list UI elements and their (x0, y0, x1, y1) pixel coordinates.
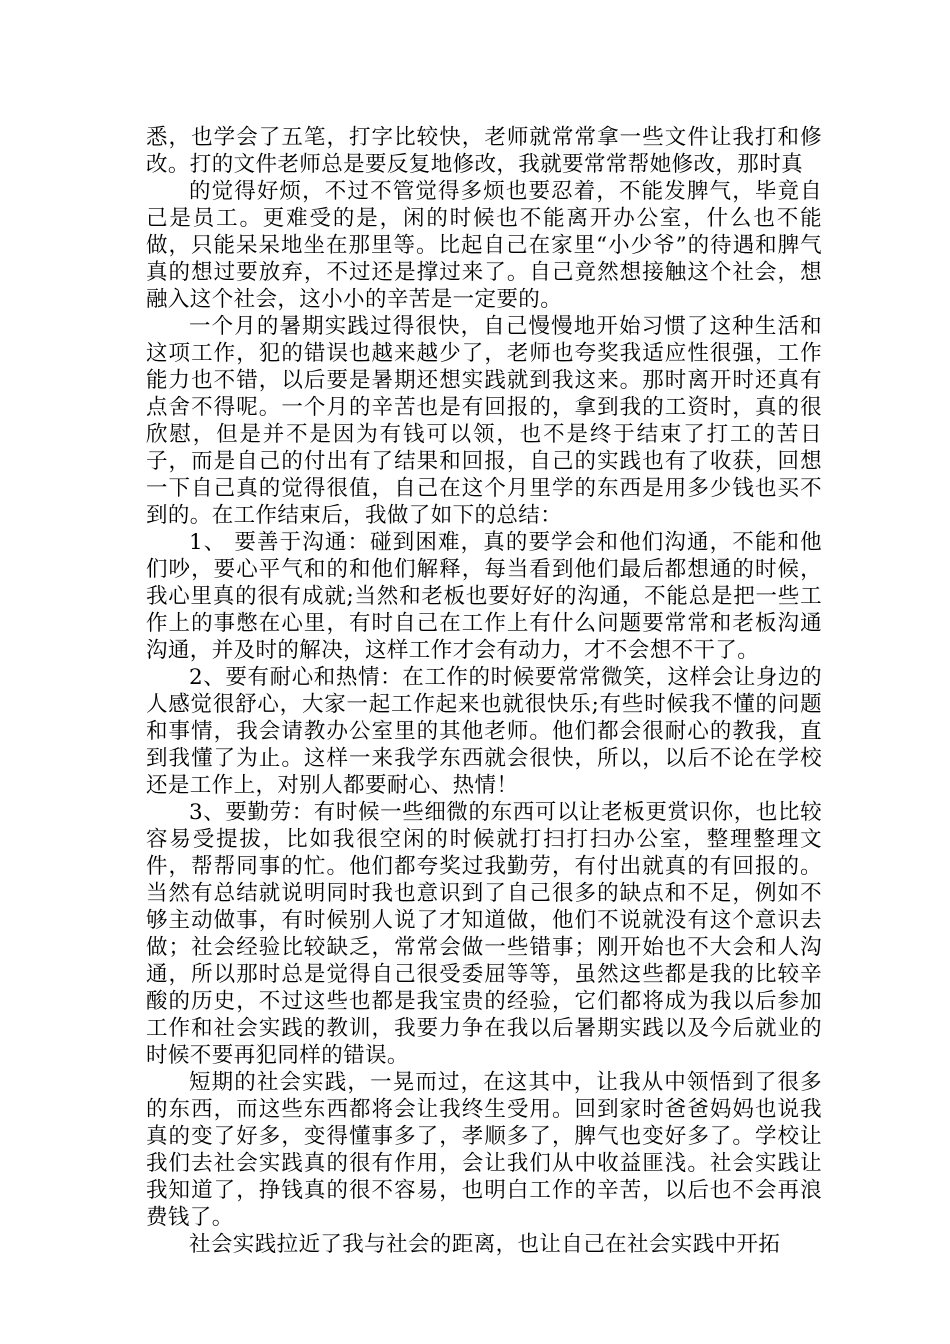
paragraph-summary-1: 1、 要善于沟通：碰到困难，真的要学会和他们沟通，不能和他们吵，要心平气和的和他们解释，每当看到他们最后都想通的时候，我心里真的很有成就;当然和老板也要好好的沟通，不能总是把一些工作上的事憋在心里，有时自己在工作上有什么问题要常常和老板沟通沟通，并及时的解决，这样工作才会有动力，才不会想不干了。 (146, 530, 822, 663)
paragraph-7: 短期的社会实践，一晃而过，在这其中，让我从中领悟到了很多的东西，而这些东西都将会让我终生受用。回到家时爸爸妈妈也说我真的变了好多，变得懂事多了，孝顺多了，脾气也变好多了。学校让我们去社会实践真的很有作用，会让我们从中收益匪浅。社会实践让我知道了，挣钱真的很不容易，也明白工作的辛苦，以后也不会再浪费钱了。 (146, 1070, 822, 1230)
document-page (146, 124, 822, 1258)
paragraph-8: 社会实践拉近了我与社会的距离，也让自己在社会实践中开拓 (189, 1232, 781, 1257)
paragraph-2: 的觉得好烦，不过不管觉得多烦也要忍着，不能发脾气，毕竟自己是员工。更难受的是，闲的时候也不能离开办公室，什么也不能做，只能呆呆地坐在那里等。比起自己在家里“小少爷”的待遇和脾气真的想过要放弃，不过还是撑过来了。自己竟然想接触这个社会，想融入这个社会，这小小的辛苦是一定要的。 (146, 179, 822, 312)
paragraph-summary-3: 3、要勤劳：有时候一些细微的东西可以让老板更赏识你，也比较容易受提拔，比如我很空闲的时候就打扫打扫办公室，整理整理文件，帮帮同事的忙。他们都夸奖过我勤劳，有付出就真的有回报的。 当然有总结就说明同时我也意识到了自己很多的缺点和不足，例如不够主动做事，有时候别人说了才知道做，他们不说就没有这个意识去做；社会经验比较缺乏，常常会做一些错事；刚开始也不大会和人沟通，所以那时总是觉得自己很受委屈等等，虽然这些都是我的比较辛酸的历史，不过这些也都是我宝贵的经验，它们都将成为我以后参加工作和社会实践的教训，我要力争在我以后暑期实践以及今后就业的时候不要再犯同样的错误。 (146, 800, 822, 1068)
paragraph-1: 悉，也学会了五笔，打字比较快，老师就常常拿一些文件让我打和修改。打的文件老师总是要反复地修改，我就要常常帮她修改，那时真 (146, 125, 822, 177)
paragraph-3: 一个月的暑期实践过得很快，自己慢慢地开始习惯了这种生活和这项工作，犯的错误也越来越少了，老师也夸奖我适应性很强，工作能力也不错，以后要是暑期还想实践就到我这来。那时离开时还真有点舍不得呢。一个月的辛苦也是有回报的，拿到我的工资时，真的很欣慰，但是并不是因为有钱可以领，也不是终于结束了打工的苦日子，而是自己的付出有了结果和回报，自己的实践也有了收获，回想一下自己真的觉得很值，自己在这个月里学的东西是用多少钱也买不到的。在工作结束后，我做了如下的总结： (146, 314, 822, 528)
paragraph-summary-2: 2、要有耐心和热情：在工作的时候要常常微笑，这样会让身边的人感觉很舒心，大家一起工作起来也就很快乐;有些时候我不懂的问题和事情，我会请教办公室里的其他老师。他们都会很耐心的教我，直到我懂了为止。这样一来我学东西就会很快，所以，以后不论在学校还是工作上，对别人都要耐心、热情！ (146, 665, 822, 798)
